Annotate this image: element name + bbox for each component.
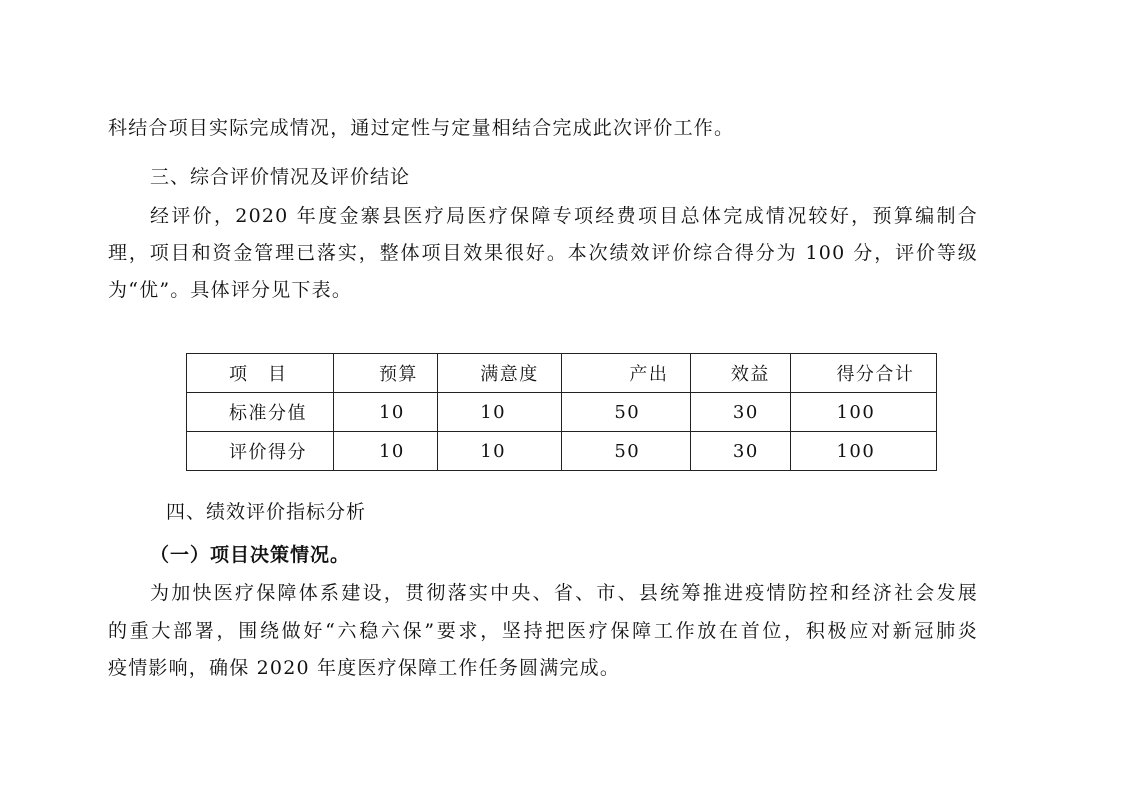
paragraph-line: 为“优”。具体评分见下表。 xyxy=(108,279,353,301)
table-header-cell: 项 目 xyxy=(187,354,334,393)
table-row xyxy=(187,432,937,471)
table-header-cell: 预算 xyxy=(333,354,437,393)
paragraph-text: 经评价，2020 年度金寨县医疗局医疗保障专项经费项目总体完成情况较好，预算编制合 xyxy=(150,205,978,227)
paragraph-line: 的重大部署，围绕做好“六稳六保”要求，坚持把医疗保障工作放在首位，积极应对新冠肺炎 xyxy=(108,620,978,642)
table-cell: 10 xyxy=(438,393,562,432)
paragraph-line xyxy=(150,204,978,228)
section-heading-4: 四、绩效评价指标分析 xyxy=(166,501,367,523)
table-cell: 30 xyxy=(690,393,791,432)
table-row xyxy=(187,393,937,432)
section-heading-3: 三、综合评价情况及评价结论 xyxy=(150,166,411,188)
paragraph-line: 科结合项目实际完成情况，通过定性与定量相结合完成此次评价工作。 xyxy=(108,117,735,139)
table-cell: 10 xyxy=(333,432,437,471)
table-header-cell: 效益 xyxy=(690,354,791,393)
paragraph-line xyxy=(150,581,978,605)
table-cell: 10 xyxy=(333,393,437,432)
score-table xyxy=(186,353,937,471)
table-cell: 30 xyxy=(690,432,791,471)
table-cell: 评价得分 xyxy=(187,432,334,471)
subsection-heading: （一）项目决策情况。 xyxy=(150,544,351,566)
table-cell: 10 xyxy=(438,432,562,471)
table-header-cell: 满意度 xyxy=(438,354,562,393)
table-cell: 100 xyxy=(791,432,937,471)
table-header-row xyxy=(187,354,937,393)
paragraph-text: 为加快医疗保障体系建设，贯彻落实中央、省、市、县统筹推进疫情防控和经济社会发展 xyxy=(150,582,978,604)
table-cell: 50 xyxy=(562,393,691,432)
table-cell: 标准分值 xyxy=(187,393,334,432)
table-cell: 100 xyxy=(791,393,937,432)
table-cell: 50 xyxy=(562,432,691,471)
paragraph-line: 理，项目和资金管理已落实，整体项目效果很好。本次绩效评价综合得分为 100 分，评价等级 xyxy=(108,242,978,264)
table-header-cell: 得分合计 xyxy=(791,354,937,393)
table-header-cell: 产出 xyxy=(562,354,691,393)
paragraph-line: 疫情影响，确保 2020 年度医疗保障工作任务圆满完成。 xyxy=(108,657,621,679)
